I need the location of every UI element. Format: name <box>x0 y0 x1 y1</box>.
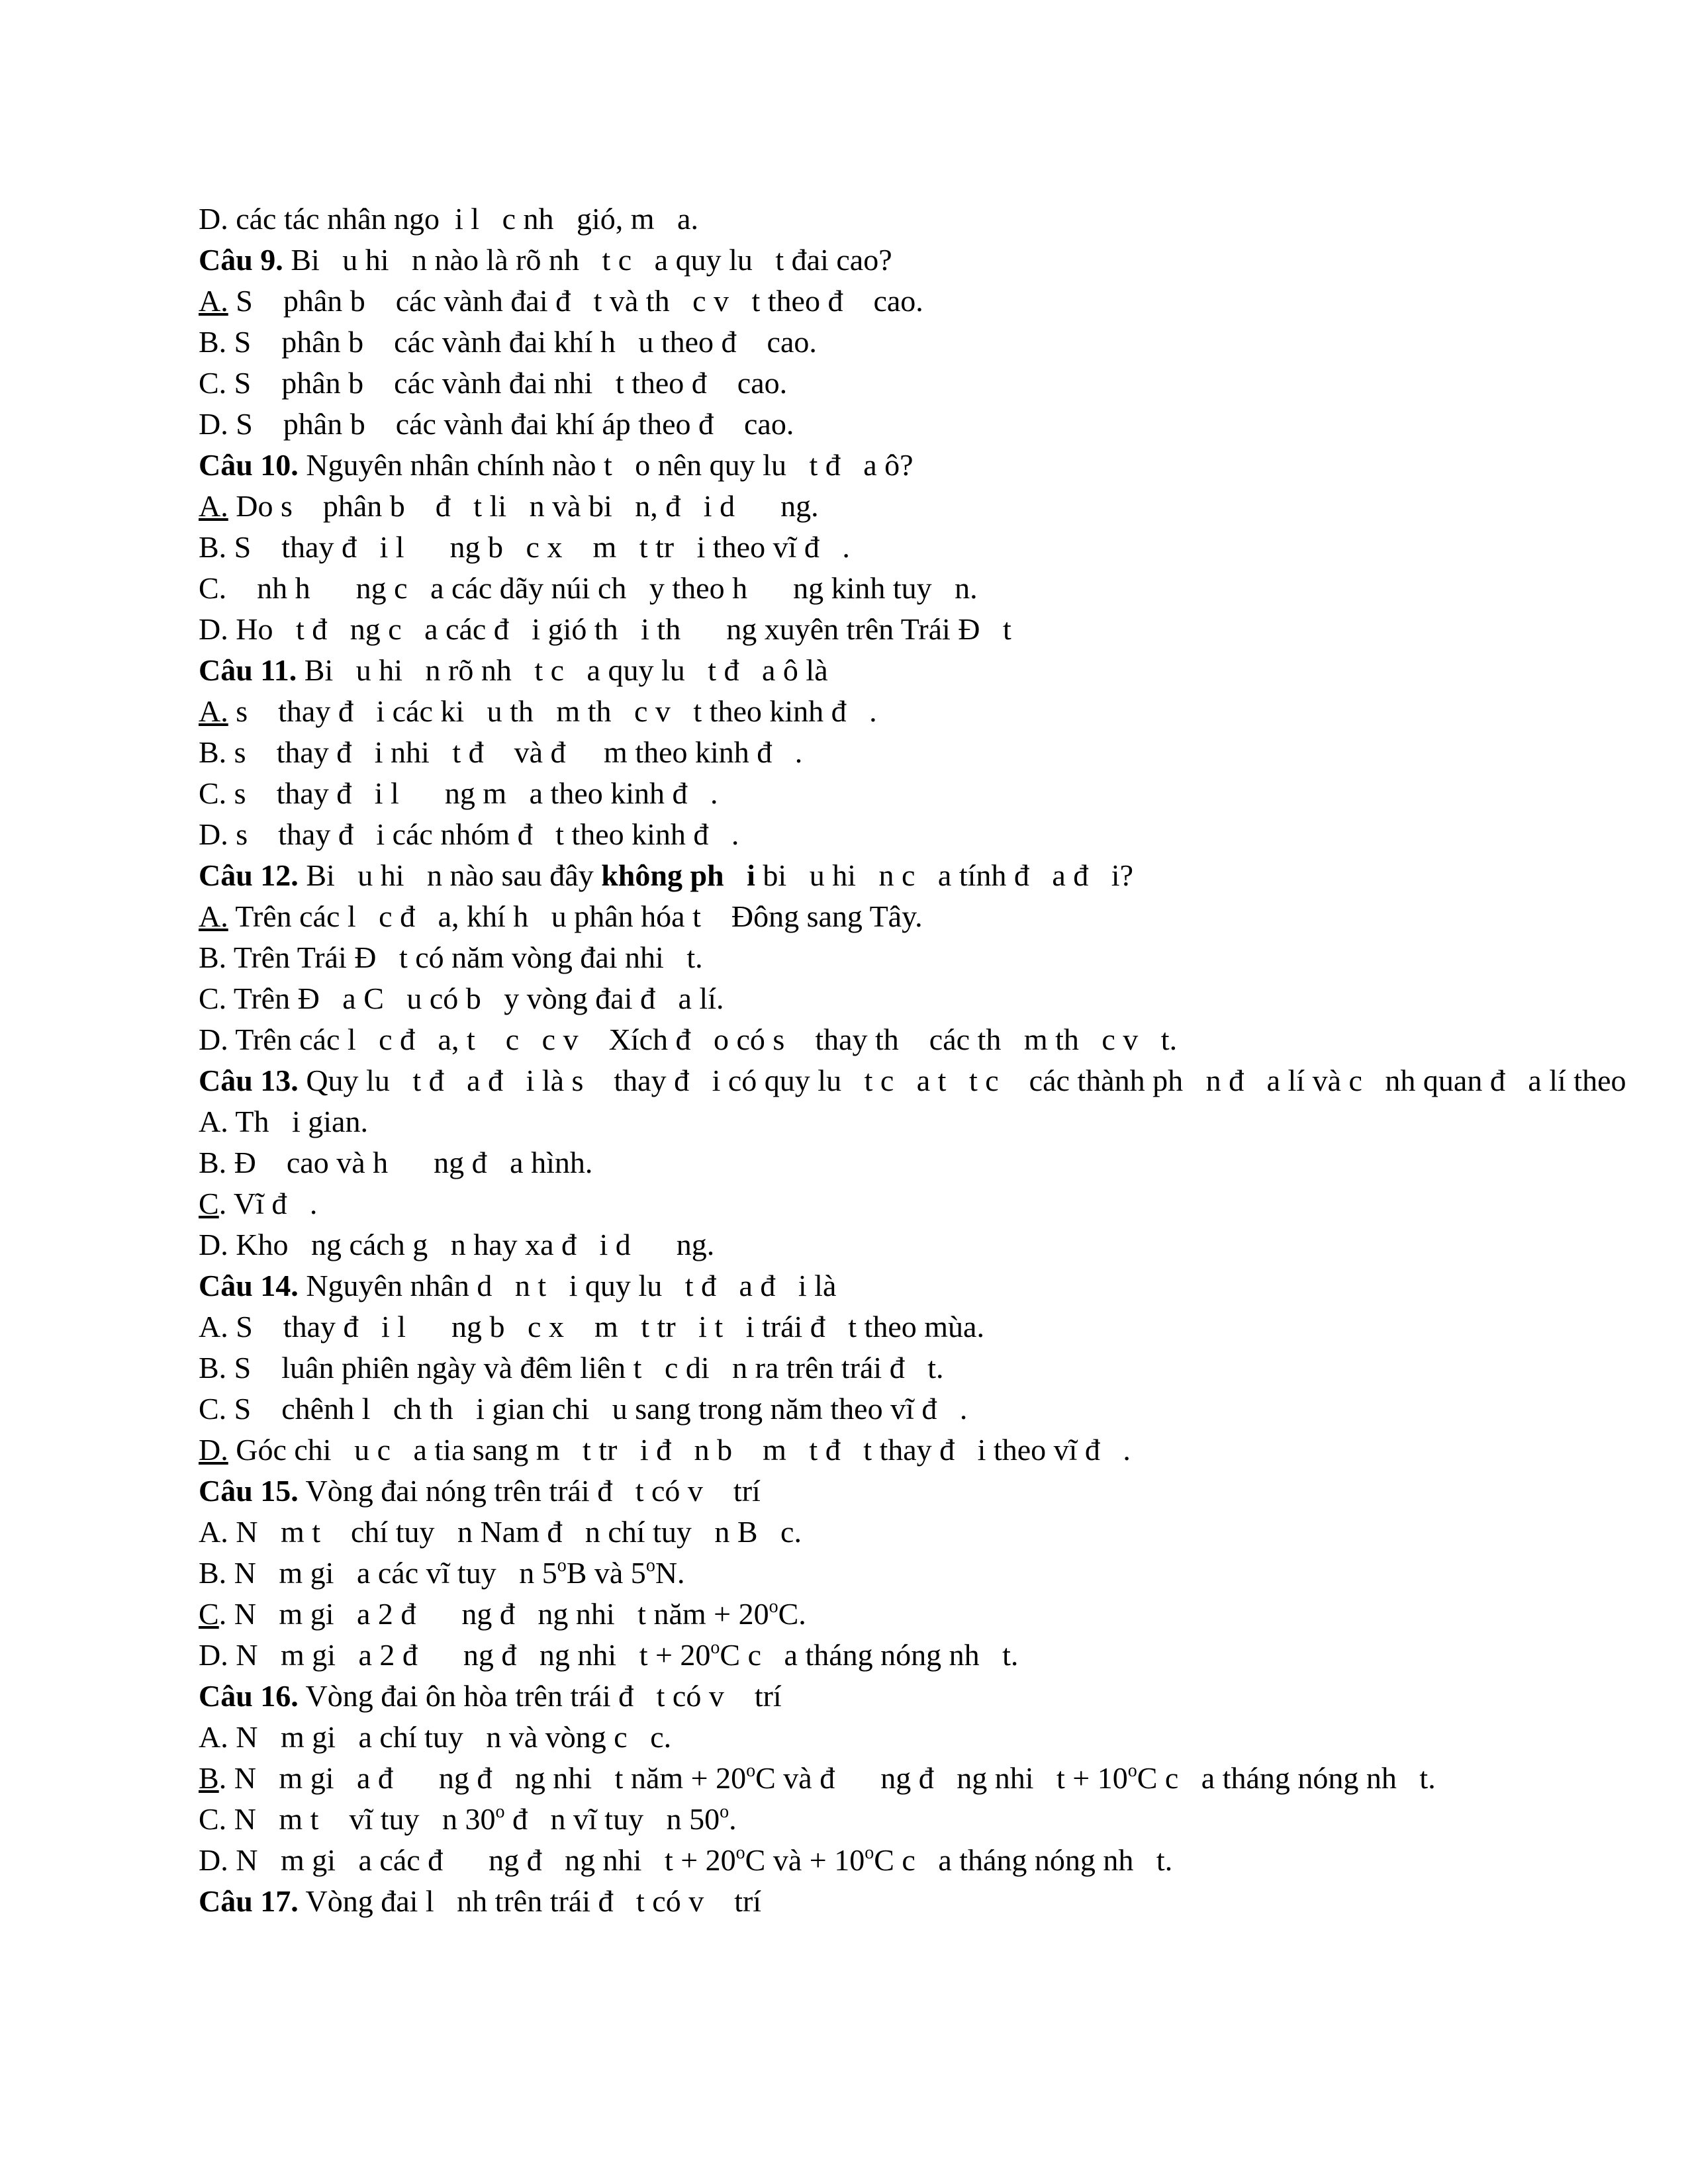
question-label: Câu 10. <box>199 448 299 482</box>
answer-key: C <box>199 1597 219 1631</box>
answer-key: A. <box>199 489 228 523</box>
option-line: D. Kho ng cách g n hay xa đ i d ng. <box>199 1228 715 1261</box>
option-line: A. N m t chí tuy n Nam đ n chí tuy n B c. <box>199 1515 802 1549</box>
question-label: Câu 16. <box>199 1679 299 1713</box>
answer-key: A. <box>199 694 228 728</box>
option-line: B. Đ cao và h ng đ a hình. <box>199 1146 593 1179</box>
option-line: A. N m gi a chí tuy n và vòng c c. <box>199 1720 672 1754</box>
option-line: C. N m t vĩ tuy n 30$^o$ đ n vĩ tuy n 50$^o$. <box>199 1801 737 1836</box>
option-line: D. N m gi a các đ ng đ ng nhi $t + 20^oC$ và + $10^oC$ c a tháng nóng nh t. <box>199 1842 1173 1877</box>
option-line: A. Do s phân b đ t li n và bi n, đ i d ng. <box>199 489 819 523</box>
option-line: C. N m gi a 2 đ ng đ ng nhi t năm + $20^oC$. <box>199 1596 806 1631</box>
option-line: B. S luân phiên ngày và đêm liên t c di n ra trên trái đ t. <box>199 1351 944 1385</box>
option-line: B. S thay đ i l ng b c x m t tr i theo vĩ đ . <box>199 530 850 564</box>
option-line: B. Trên Trái Đ t có năm vòng đai nhi t. <box>199 940 703 974</box>
option-line: C. nh h ng c a các dãy núi ch y theo h ng kinh tuy n. <box>199 571 978 605</box>
question-label: Câu 9. <box>199 243 283 277</box>
option-line: B. S phân b các vành đai khí h u theo đ cao. <box>199 325 817 359</box>
question-label: Câu 14. <box>199 1269 299 1302</box>
option-line: A. Th i gian. <box>199 1105 368 1138</box>
question-label: Câu 17. <box>199 1884 299 1918</box>
option-line: D. các tác nhân ngo i l c nh gió, m a. <box>199 202 698 236</box>
question-16: Câu 16. Vòng đai ôn hòa trên trái đ t có v trí <box>199 1679 782 1713</box>
question-12: Câu 12. Bi u hi n nào sau đây không ph i bi u hi n c a tính đ a đ i? <box>199 858 1133 892</box>
answer-key: C <box>199 1187 219 1220</box>
option-line: A. s thay đ i các ki u th m th c v t theo kinh đ . <box>199 694 877 728</box>
option-line: D. s thay đ i các nhóm đ t theo kinh đ . <box>199 817 739 851</box>
question-label: Câu 12. <box>199 858 299 892</box>
option-line: C. S phân b các vành đai nhi t theo đ cao. <box>199 366 788 400</box>
answer-key: A. <box>199 284 228 318</box>
question-10: Câu 10. Nguyên nhân chính nào t o nên quy lu t đ a ô? <box>199 448 914 482</box>
emphasis-text: không ph i <box>601 858 755 892</box>
option-line: B. N m gi a đ ng đ ng nhi t năm + $20^oC$ và đ ng đ ng nhi $t + 10^oC$ c a tháng nóng nh t. <box>199 1760 1436 1795</box>
option-line: C. s thay đ i l ng m a theo kinh đ . <box>199 776 718 810</box>
document-page <box>199 199 1635 1922</box>
option-line: D. Ho t đ ng c a các đ i gió th i th ng xuyên trên Trái Đ t <box>199 612 1011 646</box>
answer-key: B <box>199 1761 219 1795</box>
question-14: Câu 14. Nguyên nhân d n t i quy lu t đ a đ i là <box>199 1269 837 1302</box>
option-line: A. S phân b các vành đai đ t và th c v t theo đ cao. <box>199 284 923 318</box>
option-line: C. Vĩ đ . <box>199 1187 318 1220</box>
option-line: C. S chênh l ch th i gian chi u sang trong năm theo vĩ đ . <box>199 1392 968 1426</box>
option-line: C. Trên Đ a C u có b y vòng đai đ a lí. <box>199 981 724 1015</box>
option-line: D. N m gi a 2 đ ng đ ng nhi $t + 20^oC$ c a tháng nóng nh t. <box>199 1637 1019 1672</box>
question-label: Câu 11. <box>199 653 297 687</box>
option-line: D. S phân b các vành đai khí áp theo đ cao. <box>199 407 794 441</box>
answer-key: A. <box>199 899 228 933</box>
question-label: Câu 15. <box>199 1474 299 1508</box>
option-line: B. s thay đ i nhi t đ và đ m theo kinh đ . <box>199 735 803 769</box>
question-13: Câu 13. Quy lu t đ a đ i là s thay đ i có quy lu t c a t t c các thành ph n đ a lí và c nh quan đ a lí theo <box>199 1064 1626 1097</box>
question-17: Câu 17. Vòng đai l nh trên trái đ t có v trí <box>199 1884 762 1918</box>
question-label: Câu 13. <box>199 1064 299 1097</box>
option-line: D. Góc chi u c a tia sang m t tr i đ n b m t đ t thay đ i theo vĩ đ . <box>199 1433 1131 1467</box>
option-line: B. N m gi a các vĩ tuy n 5$^o$B và 5$^o$N. <box>199 1555 685 1590</box>
answer-key: D. <box>199 1433 228 1467</box>
question-11: Câu 11. Bi u hi n rõ nh t c a quy lu t đ a ô là <box>199 653 828 687</box>
option-line: A. Trên các l c đ a, khí h u phân hóa t Đông sang Tây. <box>199 899 923 933</box>
option-line: D. Trên các l c đ a, t c c v Xích đ o có s thay th các th m th c v t. <box>199 1023 1178 1056</box>
option-line: A. S thay đ i l ng b c x m t tr i t i trái đ t theo mùa. <box>199 1310 984 1343</box>
question-15: Câu 15. Vòng đai nóng trên trái đ t có v trí <box>199 1474 761 1508</box>
question-9: Câu 9. Bi u hi n nào là rõ nh t c a quy lu t đai cao? <box>199 243 892 277</box>
